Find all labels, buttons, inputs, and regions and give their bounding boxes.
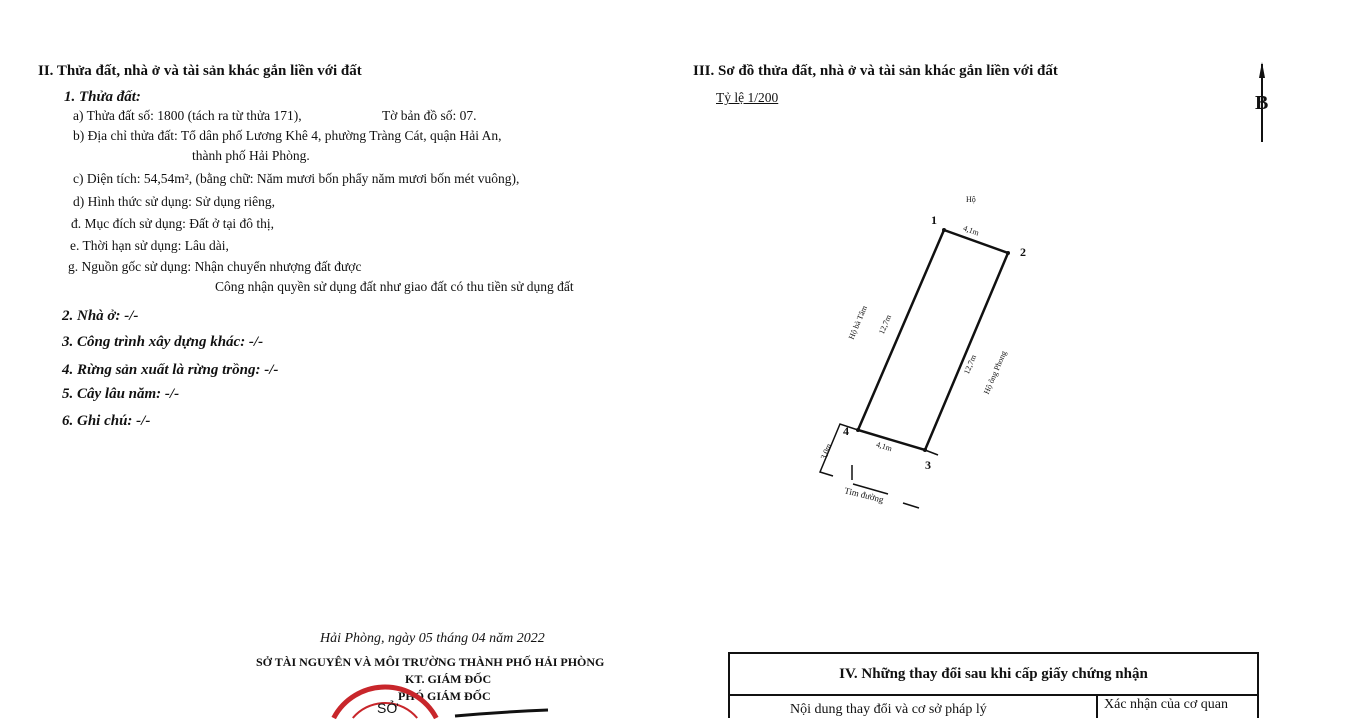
perennial-tree-item: 5. Cây lâu năm: -/-: [62, 386, 180, 402]
changes-table: [728, 652, 1259, 718]
forest-item: 4. Rừng sản xuất là rừng trồng: -/-: [62, 362, 279, 378]
parcel-address-city: thành phố Hải Phòng.: [192, 148, 310, 163]
kt-director: KT. GIÁM ĐỐC: [405, 672, 492, 686]
section-3-title: III. Sơ đồ thửa đất, nhà ở và tài sản khác gắn liền với đất: [693, 63, 1058, 79]
seal-text: SỞ: [377, 700, 399, 716]
point-2-label: 2: [1020, 245, 1026, 259]
neighbor-top: Hộ: [966, 195, 976, 204]
signature-stroke: [455, 710, 548, 716]
issue-date: Hải Phòng, ngày 05 tháng 04 năm 2022: [320, 631, 545, 646]
edge-left-length: 12,7m: [877, 313, 894, 336]
usage-term: e. Thời hạn sử dụng: Lâu dài,: [70, 238, 229, 253]
edge-top-length: 4,1m: [961, 223, 981, 238]
changes-table-title: IV. Những thay đổi sau khi cấp giấy chứng nhận: [730, 654, 1257, 696]
point-4-label: 4: [843, 424, 849, 438]
road-width: 3,0m: [818, 442, 834, 461]
scale-label: Tỷ lệ 1/200: [716, 90, 779, 105]
usage-origin-detail: Công nhận quyền sử dụng đất như giao đất có thu tiền sử dụng đất: [215, 279, 574, 294]
road-centerline-label: Tim đường: [843, 485, 885, 505]
note-item: 6. Ghi chú: -/-: [62, 413, 151, 429]
usage-form: d) Hình thức sử dụng: Sử dụng riêng,: [73, 194, 275, 209]
neighbor-left: Hộ bà Tâm: [846, 304, 870, 341]
north-label: B: [1255, 92, 1269, 114]
edge-bottom-length: 4,1m: [875, 439, 894, 454]
neighbor-right: Hộ ông Phong: [981, 349, 1009, 396]
usage-purpose: đ. Mục đích sử dụng: Đất ở tại đô thị,: [71, 216, 275, 231]
point-1-label: 1: [931, 213, 937, 227]
parcel-number: a) Thửa đất số: 1800 (tách ra từ thửa 171),: [73, 108, 302, 123]
edge-right-length: 12,7m: [962, 353, 979, 376]
map-sheet-number: Tờ bản đồ số: 07.: [382, 108, 477, 123]
section-2-title: II. Thửa đất, nhà ở và tài sản khác gắn liền với đất: [38, 63, 362, 79]
issuing-org: SỞ TÀI NGUYÊN VÀ MÔI TRƯỜNG THÀNH PHỐ HẢI PHÒNG: [256, 655, 605, 669]
changes-column-content: Nội dung thay đổi và cơ sở pháp lý: [790, 702, 987, 717]
point-3-label: 3: [925, 458, 931, 472]
land-heading: 1. Thửa đất:: [64, 89, 141, 105]
parcel-area: c) Diện tích: 54,54m², (bằng chữ: Năm mươi bốn phẩy năm mươi bốn mét vuông),: [73, 171, 520, 186]
parcel-address: b) Địa chỉ thửa đất: Tổ dân phố Lương Khê 4, phường Tràng Cát, quận Hải An,: [73, 128, 502, 143]
house-item: 2. Nhà ở: -/-: [62, 308, 139, 324]
other-construction-item: 3. Công trình xây dựng khác: -/-: [62, 334, 264, 350]
changes-column-confirmation: Xác nhận của cơ quan: [1104, 697, 1229, 712]
usage-origin: g. Nguồn gốc sử dụng: Nhận chuyển nhượng đất được: [68, 259, 362, 274]
deputy-director: PHÓ GIÁM ĐỐC: [398, 689, 491, 703]
column-divider: [1096, 694, 1098, 718]
